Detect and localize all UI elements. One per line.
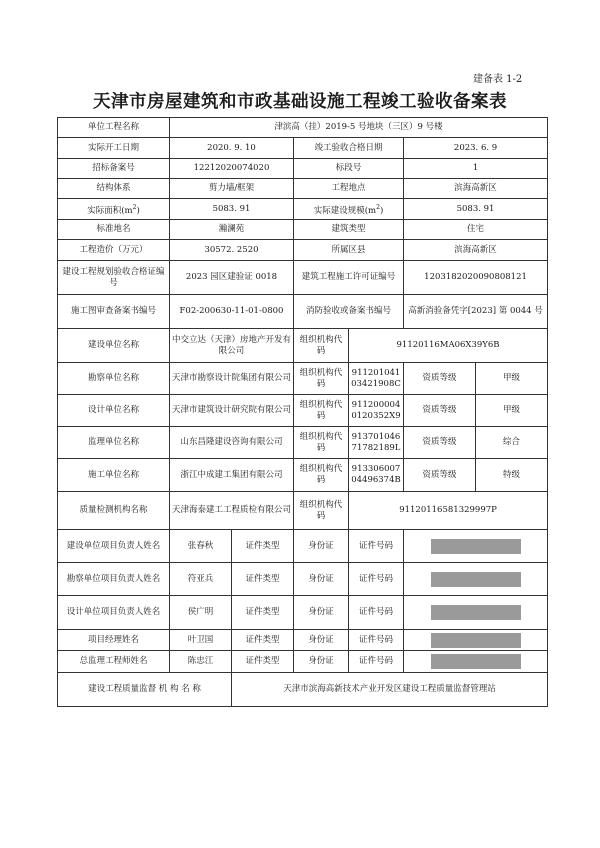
label-supervision-agency: 建设工程质量监督 机 构 名 称	[58, 673, 232, 707]
value-id-number	[404, 596, 548, 630]
value-supervision-agency: 天津市滨海高新技术产业开发区建设工程质量监督管理站	[232, 673, 548, 707]
row-unit-builder	[58, 459, 548, 492]
label-area-end: )	[136, 205, 140, 216]
value-construction-permit: 12031820200908081​21	[404, 261, 548, 295]
value-id-type: 身份证	[294, 651, 349, 673]
row-person	[58, 630, 548, 651]
label-area-sup: 2	[132, 203, 137, 211]
label-org-code: 组织机构代码	[294, 427, 349, 459]
value-project-name: 津滨高（挂）2019-5 号地块（三区）9 号楼	[170, 118, 548, 138]
label-id-type: 证件类型	[232, 596, 294, 630]
row-person	[58, 563, 548, 596]
label-location: 工程地点	[294, 179, 404, 199]
label-id-number: 证件号码	[349, 563, 404, 596]
label-scale	[294, 199, 404, 220]
label-unit: 监理单位名称	[58, 427, 170, 459]
row-area	[58, 199, 548, 220]
value-org-code: 913701046 71782189L	[349, 427, 404, 459]
row-unit-design	[58, 395, 548, 427]
redaction-block	[431, 572, 521, 587]
value-unit-name: 天津市建筑设计研究院有限公司	[170, 395, 294, 427]
value-bid-no: 12212020074020	[170, 159, 294, 179]
value-unit-name: 山东昌隆建设咨询有限公司	[170, 427, 294, 459]
label-district: 所属区县	[294, 240, 404, 261]
label-construction-permit: 建筑工程施工许可证编号	[294, 261, 404, 295]
label-id-number: 证件号码	[349, 651, 404, 673]
value-unit-name: 浙江中成建工集团有限公司	[170, 459, 294, 492]
row-unit-supervision	[58, 427, 548, 459]
label-unit: 施工单位名称	[58, 459, 170, 492]
value-area: 5083. 91	[170, 199, 294, 220]
value-id-number	[404, 630, 548, 651]
row-unit-testing	[58, 492, 548, 530]
value-id-type: 身份证	[294, 563, 349, 596]
value-place-name: 瀚澜苑	[170, 220, 294, 240]
label-org-code: 组织机构代码	[294, 459, 349, 492]
label-person: 总监理工程师姓名	[58, 651, 170, 673]
label-person: 项目经理姓名	[58, 630, 170, 651]
value-scale: 5083. 91	[404, 199, 548, 220]
row-unit-survey	[58, 363, 548, 395]
label-building-type: 建筑类型	[294, 220, 404, 240]
value-drawing-review: F02-200630-11-01-0800	[170, 295, 294, 329]
row-dates	[58, 138, 548, 159]
label-unit: 勘察单位名称	[58, 363, 170, 395]
redaction-block	[431, 633, 521, 648]
value-org-code: 91120116MA06X39Y6B	[349, 329, 548, 363]
label-org-code: 组织机构代码	[294, 363, 349, 395]
value-qualification: 特级	[476, 459, 548, 492]
value-id-type: 身份证	[294, 596, 349, 630]
label-acceptance-date: 竣工验收合格日期	[294, 138, 404, 159]
label-qualification: 资质等级	[404, 427, 476, 459]
row-bid	[58, 159, 548, 179]
label-id-number: 证件号码	[349, 630, 404, 651]
label-scale-text: 实际建设规模(m	[313, 205, 377, 216]
value-person-name: 张春秋	[170, 530, 232, 563]
row-place-name	[58, 220, 548, 240]
value-id-type: 身份证	[294, 630, 349, 651]
label-scale-end: )	[379, 205, 384, 216]
row-structure	[58, 179, 548, 199]
label-person: 设计单位项目负责人姓名	[58, 596, 170, 630]
label-person: 建设单位项目负责人姓名	[58, 530, 170, 563]
form-number: 建备表 1-2	[473, 74, 523, 85]
value-section-no: 1	[404, 159, 548, 179]
row-person	[58, 651, 548, 673]
label-area	[58, 199, 170, 220]
label-scale-sup: 2	[376, 203, 380, 211]
label-org-code: 组织机构代码	[294, 395, 349, 427]
label-id-type: 证件类型	[232, 651, 294, 673]
label-fire-acceptance: 消防验收或备案书编号	[294, 295, 404, 329]
label-qualification: 资质等级	[404, 395, 476, 427]
value-location: 滨海高新区	[404, 179, 548, 199]
record-table	[57, 117, 548, 707]
value-district: 滨海高新区	[404, 240, 548, 261]
value-id-number	[404, 530, 548, 563]
label-bid-no: 招标备案号	[58, 159, 170, 179]
label-place-name: 标准地名	[58, 220, 170, 240]
value-org-code: 911200004 0120352X9	[349, 395, 404, 427]
value-id-number	[404, 651, 548, 673]
value-org-code: 913306007 0449​6374B	[349, 459, 404, 492]
value-structure: 剪力墙/框架	[170, 179, 294, 199]
value-person-name: 叶卫国	[170, 630, 232, 651]
value-qualification: 甲级	[476, 395, 548, 427]
value-cost: 30572. 2520	[170, 240, 294, 261]
redaction-block	[431, 605, 521, 620]
label-unit: 建设单位名称	[58, 329, 170, 363]
row-person	[58, 596, 548, 630]
label-structure: 结构体系	[58, 179, 170, 199]
value-start-date: 2020. 9. 10	[170, 138, 294, 159]
label-org-code: 组织机构代码	[294, 492, 349, 530]
label-planning-cert: 建设工程规划验收合格证编号	[58, 261, 170, 295]
label-id-type: 证件类型	[232, 630, 294, 651]
label-id-number: 证件号码	[349, 596, 404, 630]
document-title: 天津市房屋建筑和市政基础设施工程竣工验收备案表	[93, 92, 507, 112]
value-org-code: 91120116581329997P	[349, 492, 548, 530]
row-planning	[58, 261, 548, 295]
label-unit: 设计单位名称	[58, 395, 170, 427]
value-id-type: 身份证	[294, 530, 349, 563]
value-person-name: 陈忠江	[170, 651, 232, 673]
label-cost: 工程造价（万元）	[58, 240, 170, 261]
label-org-code: 组织机构代码	[294, 329, 349, 363]
value-unit-name: 天津市勘察设计院集团有限公司	[170, 363, 294, 395]
label-drawing-review: 施工图审查备案书编号	[58, 295, 170, 329]
value-unit-name: 天津海泰建工工程质检有限公司	[170, 492, 294, 530]
row-unit-construction	[58, 329, 548, 363]
value-person-name: 符亚兵	[170, 563, 232, 596]
value-org-code: 911201041 03421908C	[349, 363, 404, 395]
label-area-text: 实际面积(m	[87, 205, 133, 216]
row-cost	[58, 240, 548, 261]
label-project-name: 单位工程名称	[58, 118, 170, 138]
value-planning-cert: 2023 园区建验证 0018	[170, 261, 294, 295]
label-start-date: 实际开工日期	[58, 138, 170, 159]
value-person-name: 侯广明	[170, 596, 232, 630]
redaction-block	[431, 539, 521, 554]
value-unit-name: 中交立达（天津）房地产开发有限公司	[170, 329, 294, 363]
value-building-type: 住宅	[404, 220, 548, 240]
label-unit: 质量检测机构名称	[58, 492, 170, 530]
value-qualification: 甲级	[476, 363, 548, 395]
row-supervision-agency	[58, 673, 548, 707]
label-id-type: 证件类型	[232, 530, 294, 563]
redaction-block	[431, 654, 521, 669]
label-section-no: 标段号	[294, 159, 404, 179]
label-id-type: 证件类型	[232, 563, 294, 596]
label-person: 勘察单位项目负责人姓名	[58, 563, 170, 596]
row-project-name	[58, 118, 548, 138]
row-drawing	[58, 295, 548, 329]
label-qualification: 资质等级	[404, 363, 476, 395]
value-fire-acceptance: 高新消验备凭字[2023] 第 0044 号	[404, 295, 548, 329]
value-id-number	[404, 563, 548, 596]
label-qualification: 资质等级	[404, 459, 476, 492]
label-id-number: 证件号码	[349, 530, 404, 563]
row-person	[58, 530, 548, 563]
value-qualification: 综合	[476, 427, 548, 459]
value-acceptance-date: 2023. 6. 9	[404, 138, 548, 159]
